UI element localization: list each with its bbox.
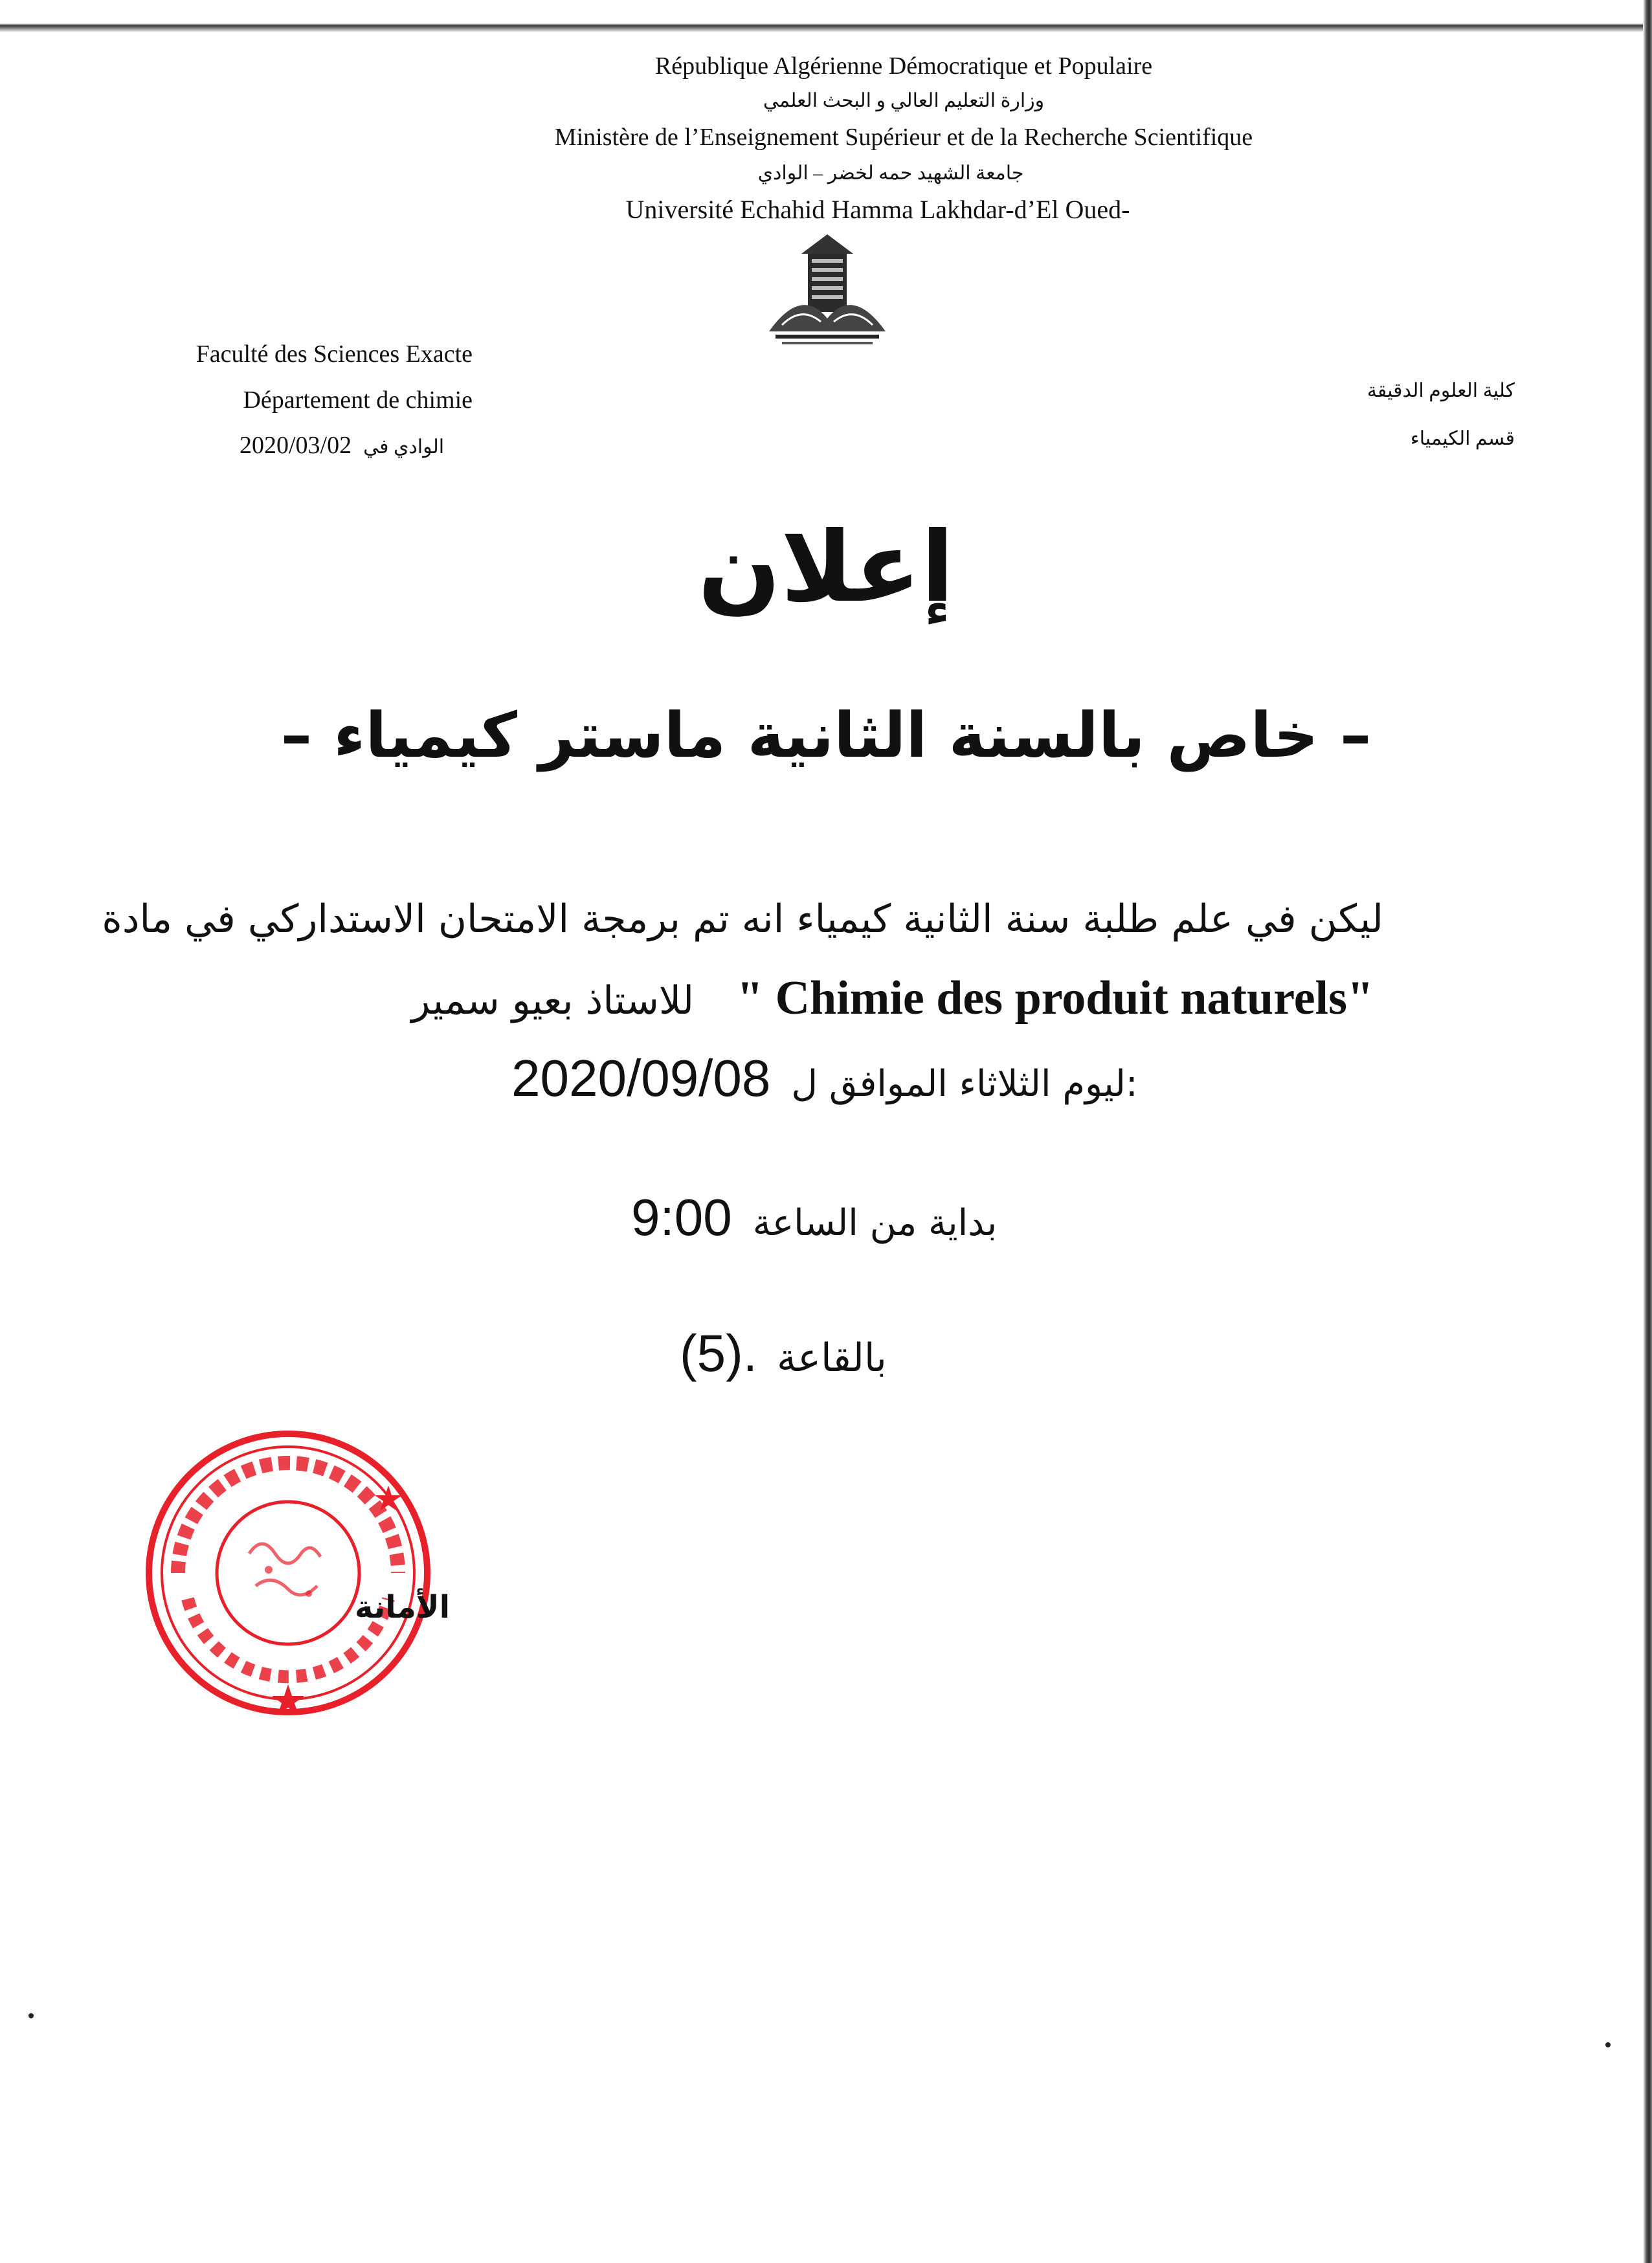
course-line [411,971,1374,1026]
university-french: Université Echahid Hamma Lakhdar-d’El Oued- [625,195,1130,224]
exam-room-number: (5). [680,1324,757,1382]
announcement-line-1: ليكن في علم طلبة سنة الثانية كيمياء انه تم برمجة الامتحان الاستداركي في مادة [102,897,1383,942]
date-line [240,431,444,460]
university-arabic: جامعة الشهيد حمه لخضر – الوادي [757,162,1024,184]
signature-label: الأمانة [355,1589,451,1625]
announcement-subtitle: – خاص بالسنة الثانية ماستر كيمياء – [280,699,1372,772]
scan-edge-right [1643,0,1652,2263]
exam-room-line [680,1324,887,1383]
exam-room-text: بالقاعة [777,1335,887,1381]
course-name: " Chimie des produit naturels" [736,972,1374,1025]
announcement-title: إعلان [698,511,954,624]
exam-time-text: بداية من الساعة [752,1202,998,1244]
scan-dot [28,2013,34,2018]
document-date: 2020/03/02 [240,432,352,459]
republic-title: République Algérienne Démocratique et Populaire [654,52,1153,80]
exam-date: 2020/09/08 [511,1049,771,1107]
department-french: Département de chimie [243,386,473,414]
ministry-arabic: وزارة التعليم العالي و البحث العلمي [763,90,1045,111]
scan-edge-top [0,0,1652,38]
exam-time: 9:00 [631,1188,732,1246]
date-prefix: الوادي في [363,436,445,458]
exam-day-line [511,1049,1138,1108]
official-stamp [139,1424,437,1722]
ministry-french: Ministère de l’Enseignement Supérieur et de la Recherche Scientifique [554,124,1253,151]
university-logo-icon [763,228,892,351]
faculty-arabic: كلية العلوم الدقيقة [1367,380,1515,401]
scan-dot [1605,2042,1611,2047]
exam-time-line [631,1188,997,1247]
department-arabic: قسم الكيمياء [1410,428,1515,449]
exam-day-text: ليوم الثلاثاء الموافق ل: [791,1063,1138,1105]
professor-name: للاستاذ بعيو سمير [411,978,694,1023]
faculty-french: Faculté des Sciences Exacte [195,340,473,368]
